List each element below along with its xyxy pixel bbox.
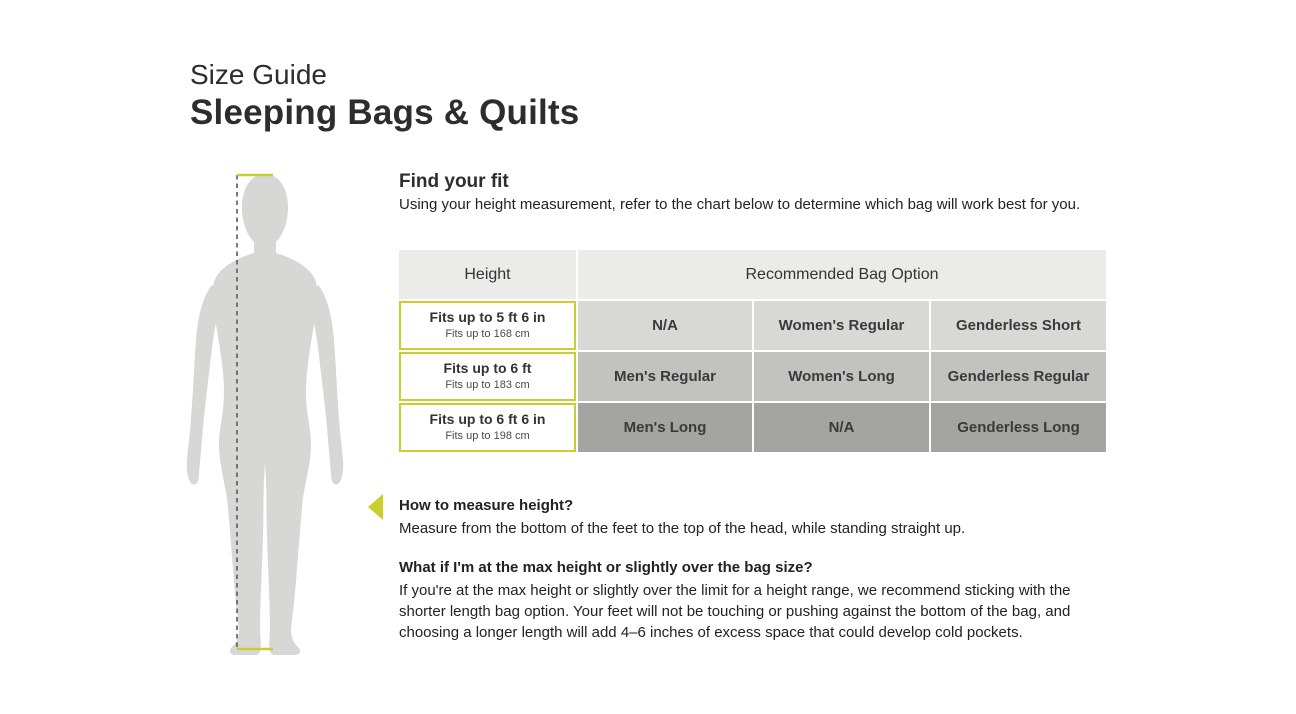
silhouette-svg [185, 168, 345, 658]
left-triangle-arrow-icon [368, 494, 383, 520]
left-arm-silhouette [187, 285, 220, 485]
bag-option-cell [754, 403, 929, 452]
find-your-fit-description: Using your height measurement, refer to the chart below to determine which bag will work best for you. [399, 196, 1081, 213]
faq-answer-measure-height: Measure from the bottom of the feet to the top of the head, while standing straight up. [399, 520, 966, 537]
bag-option-label: Men's Regular [614, 368, 716, 385]
height-range-metric: Fits up to 168 cm [445, 327, 530, 340]
body-silhouette [213, 174, 317, 655]
bag-option-cell [578, 301, 752, 350]
bag-option-label: Women's Regular [778, 317, 905, 334]
bag-option-cell [754, 352, 929, 401]
right-arm-silhouette [310, 285, 343, 485]
bag-option-cell [931, 301, 1106, 350]
bag-option-label: Genderless Short [955, 317, 1082, 334]
faq-question-max-height: What if I'm at the max height or slightly over the bag size? [399, 559, 813, 576]
faq-question-measure-height: How to measure height? [399, 497, 574, 514]
bag-option-label: Genderless Regular [947, 368, 1090, 385]
height-range-imperial: Fits up to 5 ft 6 in [429, 309, 546, 326]
bag-option-cell [578, 352, 752, 401]
height-range-imperial: Fits up to 6 ft 6 in [429, 411, 546, 428]
height-column-header [399, 250, 576, 299]
bag-option-cell [931, 352, 1106, 401]
bag-option-label: Men's Long [623, 419, 707, 436]
find-your-fit-heading: Find your fit [399, 171, 509, 192]
page-eyebrow: Size Guide [190, 59, 327, 90]
height-range-imperial: Fits up to 6 ft [443, 360, 532, 377]
size-chart-table [399, 250, 1106, 452]
height-range-cell [399, 352, 576, 401]
height-range-metric: Fits up to 183 cm [445, 378, 530, 391]
page-title: Sleeping Bags & Quilts [190, 93, 580, 132]
bag-option-column-header [578, 250, 1106, 299]
bag-option-cell [578, 403, 752, 452]
bag-option-column-header-label: Recommended Bag Option [745, 265, 939, 283]
bag-option-label: Women's Long [788, 368, 895, 385]
bag-option-label: Genderless Long [957, 419, 1080, 436]
bag-option-label: N/A [652, 317, 678, 334]
height-range-metric: Fits up to 198 cm [445, 429, 530, 442]
height-range-cell [399, 301, 576, 350]
bag-option-cell [931, 403, 1106, 452]
faq-answer-max-height: If you're at the max height or slightly over the limit for a height range, we recommend sticking with the shorter length bag option. Your feet will not be touching or pushing against the bottom of the bag, and choosing a longer length will add 4–6 inches of excess space that could develop cold pockets. [399, 582, 1071, 641]
height-column-header-label: Height [464, 265, 511, 283]
human-silhouette-figure [185, 168, 345, 658]
bag-option-cell [754, 301, 929, 350]
bag-option-label: N/A [828, 419, 855, 436]
height-range-cell [399, 403, 576, 452]
